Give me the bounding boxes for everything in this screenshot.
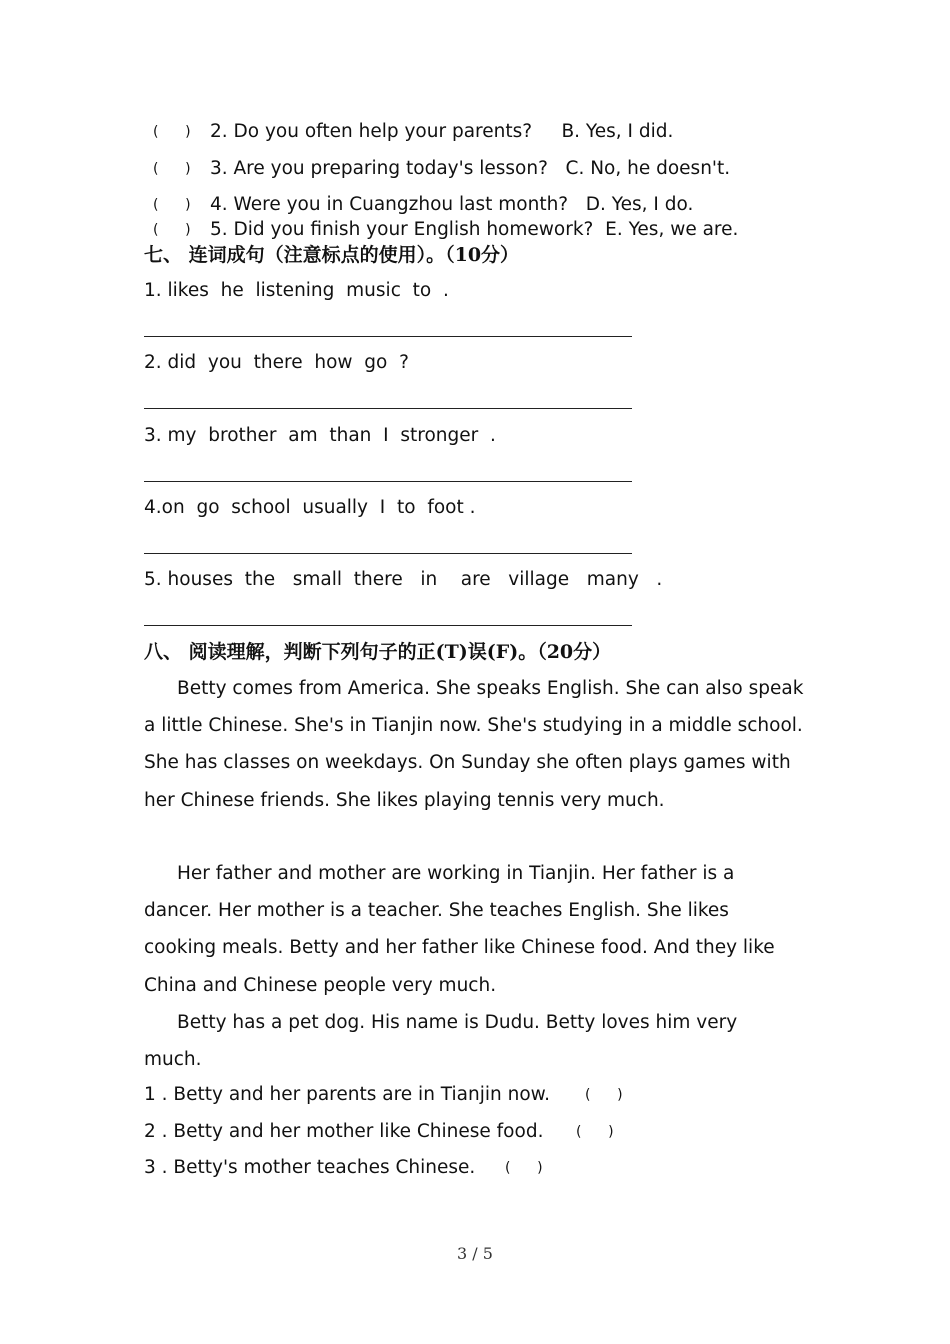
section-8-heading: 八、 阅读理解，判断下列句子的正(T)误(F)。（20分）: [144, 641, 612, 663]
answer-line-2[interactable]: [144, 408, 632, 409]
answer-paren[interactable]: ( ): [153, 124, 191, 140]
answer-line-3[interactable]: [144, 481, 632, 482]
section-7-heading: 七、 连词成句（注意标点的使用）。（10分）: [144, 244, 520, 266]
answer-paren[interactable]: ( ): [505, 1160, 543, 1176]
answer-paren[interactable]: ( ): [153, 197, 191, 213]
sentence-item-3: 3. my brother am than I stronger .: [144, 425, 496, 446]
sentence-item-2: 2. did you there how go ?: [144, 352, 409, 373]
reading-paragraph-1: Betty comes from America. She speaks English. She can also speak a little Chinese. She's in Tianjin now. She's studying in a middle school. She has classes on weekdays. On Sunday she often plays games with her Chinese friends. She likes playing tennis very much.: [144, 678, 804, 811]
sentence-item-1: 1. likes he listening music to .: [144, 280, 449, 301]
sentence-item-5: 5. houses the small there in are village many .: [144, 569, 663, 590]
answer-paren[interactable]: ( ): [585, 1087, 623, 1103]
answer-paren[interactable]: ( ): [153, 222, 191, 238]
answer-line-4[interactable]: [144, 553, 632, 554]
matching-text: 5. Did you finish your English homework? E. Yes, we are.: [210, 219, 739, 240]
answer-paren[interactable]: ( ): [576, 1124, 614, 1140]
reading-paragraph-2: Her father and mother are working in Tianjin. Her father is a dancer. Her mother is a teacher. She teaches English. She likes cooking meals. Betty and her father like Chinese food. And they like China and Chinese people very much.: [144, 863, 775, 996]
question-text: 2 . Betty and her mother like Chinese food.: [144, 1121, 544, 1142]
matching-text: 4. Were you in Cuangzhou last month? D. Yes, I do.: [210, 194, 694, 215]
question-text: 1 . Betty and her parents are in Tianjin now.: [144, 1084, 550, 1105]
answer-line-5[interactable]: [144, 625, 632, 626]
answer-line-1[interactable]: [144, 336, 632, 337]
matching-text: 2. Do you often help your parents? B. Yes, I did.: [210, 121, 674, 142]
answer-paren[interactable]: ( ): [153, 161, 191, 177]
sentence-item-4: 4.on go school usually I to foot .: [144, 497, 476, 518]
reading-paragraph-3: Betty has a pet dog. His name is Dudu. Betty loves him very much.: [144, 1012, 738, 1071]
matching-text: 3. Are you preparing today's lesson? C. No, he doesn't.: [210, 158, 731, 179]
page-number: 3 / 5: [457, 1244, 493, 1263]
question-text: 3 . Betty's mother teaches Chinese.: [144, 1157, 476, 1178]
